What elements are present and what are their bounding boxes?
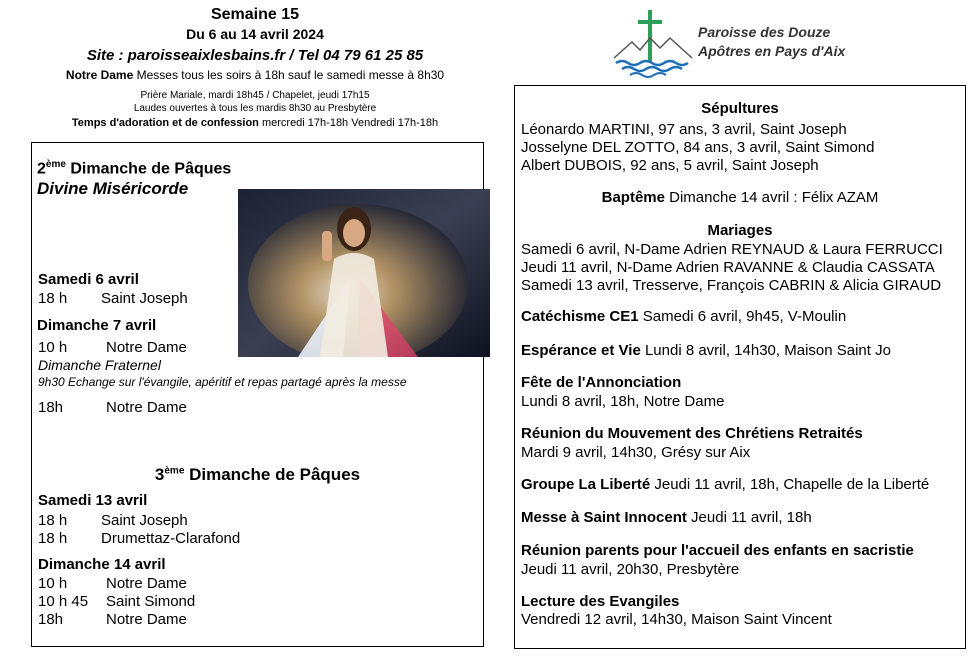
- parish-logo: [612, 8, 694, 78]
- sunday3-sun-time-2: 10 h 45: [38, 593, 89, 610]
- sunday3-sun-label: Dimanche 14 avril: [38, 556, 166, 573]
- sunday2-sat-time: 18 h: [38, 290, 68, 307]
- sunday3-sun-place-1: Notre Dame: [106, 575, 187, 592]
- mariage-item-1: Samedi 6 avril, N-Dame Adrien REYNAUD & Laura FERRUCCI: [521, 241, 943, 258]
- announcements-panel: [514, 85, 966, 649]
- sunday2-sun-place: Notre Dame: [106, 339, 187, 356]
- bapteme-label: Baptême: [601, 189, 665, 206]
- cross-mountain-icon: [612, 8, 694, 78]
- logo-line-2: Apôtres en Pays d'Aix: [698, 43, 846, 59]
- sunday2-sat-place: Saint Joseph: [101, 290, 188, 307]
- esperance-line: [521, 342, 891, 359]
- logo-line-1: Paroisse des Douze: [698, 24, 831, 40]
- evangiles-title: Lecture des Evangiles: [521, 593, 680, 610]
- innocent-text: Jeudi 11 avril, 18h: [686, 509, 812, 526]
- mariage-item-2: Jeudi 11 avril, N-Dame Adrien RAVANNE & Claudia CASSATA: [521, 259, 935, 276]
- sunday3-sat-place-2: Drumettaz-Clarafond: [101, 530, 241, 547]
- sunday3-sat-label: Samedi 13 avril: [38, 492, 148, 509]
- catechisme-label: Catéchisme CE1: [521, 308, 639, 325]
- adoration-label: Temps d'adoration et de confession: [71, 117, 259, 129]
- mariage-item-3: Samedi 13 avril, Tresserve, François CABRIN & Alicia GIRAUD: [521, 277, 942, 294]
- adoration-text: mercredi 17h-18h Vendredi 17h-18h: [258, 117, 439, 129]
- sunday3-sat-time-1: 18 h: [38, 512, 68, 529]
- sunday3-sun-place-2: Saint Simond: [106, 593, 196, 610]
- mariages-title: Mariages: [707, 222, 773, 239]
- laudes-line: Laudes ouvertes à tous les mardis 8h30 au Presbytère: [133, 103, 377, 114]
- week-title: Semaine 15: [210, 6, 300, 23]
- sepulture-item-3: Albert DUBOIS, 92 ans, 5 avril, Saint Joseph: [521, 157, 819, 174]
- fraternel-desc: 9h30 Echange sur l'évangile, apéritif et repas partagé après la messe: [38, 375, 407, 389]
- mcr-title: Réunion du Mouvement des Chrétiens Retraités: [521, 425, 863, 442]
- sunday3-sun-time-1: 10 h: [38, 575, 68, 592]
- sunday2-subtitle: Divine Miséricorde: [37, 179, 189, 198]
- sunday3-sat-time-2: 18 h: [38, 530, 68, 547]
- masses-panel: [31, 142, 484, 647]
- parents-text: Jeudi 11 avril, 20h30, Presbytère: [521, 561, 740, 578]
- sunday2-evening-place: Notre Dame: [106, 399, 187, 416]
- site-line[interactable]: Site : paroisseaixlesbains.fr / Tel 04 79 61 25 85: [86, 47, 424, 64]
- divine-mercy-icon: [238, 189, 490, 357]
- sunday3-sat-place-1: Saint Joseph: [101, 512, 188, 529]
- liberte-text: Jeudi 11 avril, 18h, Chapelle de la Liberté: [650, 476, 930, 493]
- sepultures-title: Sépultures: [701, 100, 779, 117]
- sunday3-sun-place-3: Notre Dame: [106, 611, 187, 628]
- sunday2-heading: 2ème Dimanche de Pâques: [37, 159, 232, 178]
- parents-title: Réunion parents pour l'accueil des enfants en sacristie: [521, 542, 914, 559]
- liberte-line: [521, 476, 929, 493]
- notre-dame-text: Messes tous les soirs à 18h sauf le samedi messe à 8h30: [133, 68, 445, 82]
- notre-dame-line: [0, 68, 510, 82]
- sepulture-item-2: Josselyne DEL ZOTTO, 84 ans, 3 avril, Saint Simond: [521, 139, 875, 156]
- mcr-text: Mardi 9 avril, 14h30, Grésy sur Aix: [521, 444, 751, 461]
- sunday2-sun-label: Dimanche 7 avril: [37, 317, 157, 334]
- esperance-label: Espérance et Vie: [521, 342, 641, 359]
- divine-mercy-image: [238, 189, 490, 357]
- annonciation-text: Lundi 8 avril, 18h, Notre Dame: [521, 393, 725, 410]
- innocent-line: [521, 509, 812, 526]
- catechisme-line: [521, 308, 846, 325]
- fraternel-label: Dimanche Fraternel: [38, 357, 161, 373]
- sepulture-item-1: Léonardo MARTINI, 97 ans, 3 avril, Saint Joseph: [521, 121, 847, 138]
- bapteme-text: Dimanche 14 avril : Félix AZAM: [664, 189, 879, 206]
- evangiles-text: Vendredi 12 avril, 14h30, Maison Saint Vincent: [521, 611, 832, 628]
- annonciation-title: Fête de l'Annonciation: [521, 374, 682, 391]
- sunday3-heading: 3ème Dimanche de Pâques: [154, 465, 361, 484]
- esperance-text: Lundi 8 avril, 14h30, Maison Saint Jo: [640, 342, 891, 359]
- liberte-label: Groupe La Liberté: [521, 476, 651, 493]
- catechisme-text: Samedi 6 avril, 9h45, V-Moulin: [638, 308, 847, 325]
- sunday3-sun-time-3: 18h: [38, 611, 64, 628]
- sunday2-evening-time: 18h: [38, 399, 64, 416]
- sunday2-sat-label: Samedi 6 avril: [38, 271, 139, 288]
- priere-line: Prière Mariale, mardi 18h45 / Chapelet, jeudi 17h15: [140, 90, 370, 101]
- week-dates: Du 6 au 14 avril 2024: [186, 26, 324, 42]
- innocent-label: Messe à Saint Innocent: [521, 509, 687, 526]
- notre-dame-label: Notre Dame: [65, 68, 134, 82]
- adoration-line: [0, 117, 510, 129]
- sunday2-sun-time: 10 h: [38, 339, 68, 356]
- bapteme-line: [515, 189, 965, 206]
